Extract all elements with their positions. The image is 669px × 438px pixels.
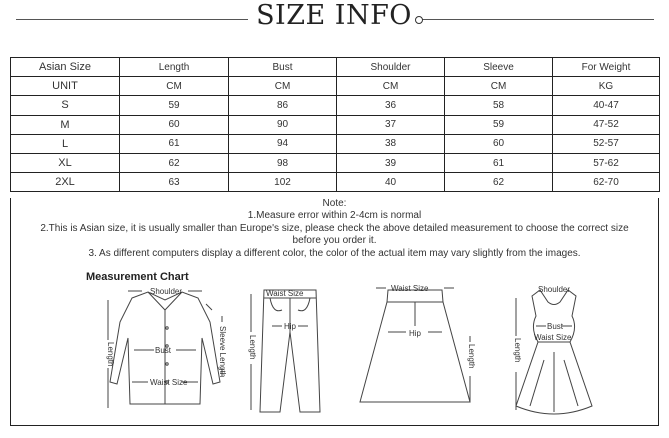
table-cell: CM [337,77,445,96]
table-cell: UNIT [11,77,120,96]
table-row [11,134,660,153]
table-cell: 59 [445,115,553,134]
note-line-1: 1.Measure error within 2-4cm is normal [247,210,422,222]
table-cell: XL [11,153,120,172]
table-cell: For Weight [553,58,660,77]
dress-shoulder-label: Shoulder [538,285,571,294]
table-cell: 63 [120,173,229,192]
table-cell: 57-62 [553,153,660,172]
table-cell: 39 [337,153,445,172]
table-cell: Asian Size [11,58,120,77]
table-cell: 61 [120,134,229,153]
table-row [11,173,660,192]
skirt-waist-label: Waist Size [391,284,429,293]
table-cell: 40-47 [553,96,660,115]
table-cell: Shoulder [337,58,445,77]
header [0,0,669,46]
table-cell: 40 [337,173,445,192]
table-cell: Sleeve [445,58,553,77]
table-cell: 86 [229,96,337,115]
measurement-drawings [70,280,630,420]
table-cell: CM [445,77,553,96]
table-cell: 98 [229,153,337,172]
table-cell: 2XL [11,173,120,192]
skirt-length-label: Length [467,344,476,369]
skirt-hip-label: Hip [409,329,422,338]
pants-hip-label: Hip [284,322,297,331]
table-cell: KG [553,77,660,96]
table-row [11,96,660,115]
table-cell: Bust [229,58,337,77]
page-title: SIZE INFO [256,0,412,31]
table-cell: CM [120,77,229,96]
pants-waist-label: Waist Size [266,289,304,298]
table-cell: 60 [445,134,553,153]
table-row [11,115,660,134]
shirt-sleeve-label: Sleeve Length [218,326,227,378]
table-cell: CM [229,77,337,96]
table-cell: 62-70 [553,173,660,192]
note-line-2: 2.This is Asian size, it is usually smaller than Europe's size, please check the above detailed measurement to choose the correct size [40,222,629,234]
table-cell: 94 [229,134,337,153]
table-cell: 62 [120,153,229,172]
table-cell: Length [120,58,229,77]
measurement-chart-title: Measurement Chart [86,271,189,283]
table-cell: 52-57 [553,134,660,153]
table-cell: 60 [120,115,229,134]
table-cell: 102 [229,173,337,192]
table-cell: 61 [445,153,553,172]
table-cell: 58 [445,96,553,115]
notes-text [11,198,658,260]
shirt-waist-label: Waist Size [150,378,188,387]
pants-length-label: Length [248,335,257,360]
table-cell: 47-52 [553,115,660,134]
table-cell: 90 [229,115,337,134]
table-unit-row [11,77,660,96]
table-header-row [11,58,660,77]
note-line-3: 3. As different computers display a different color, the color of the actual item may vary slightly from the images. [88,247,581,259]
table-cell: L [11,134,120,153]
table-cell: 38 [337,134,445,153]
shirt-shoulder-label: Shoulder [150,287,183,296]
header-dot-icon [415,16,423,24]
shirt-bust-label: Bust [155,346,172,355]
shirt-length-label: Length [106,342,115,367]
note-heading: Note: [322,198,347,209]
dress-drawing [516,290,592,414]
table-cell: S [11,96,120,115]
table-cell: 36 [337,96,445,115]
note-line-2-cont: before you order it. [292,235,377,247]
dress-length-label: Length [513,338,522,363]
table-cell: 59 [120,96,229,115]
table-cell: M [11,115,120,134]
size-table [10,57,660,192]
pants-drawing [251,290,320,412]
dress-bust-label: Bust [547,322,564,331]
table-cell: 37 [337,115,445,134]
skirt-drawing [360,288,470,402]
table-row [11,153,660,172]
header-rule-right [422,19,654,20]
dress-waist-label: Waist Size [534,333,572,342]
header-rule-left [16,19,248,20]
table-cell: 62 [445,173,553,192]
